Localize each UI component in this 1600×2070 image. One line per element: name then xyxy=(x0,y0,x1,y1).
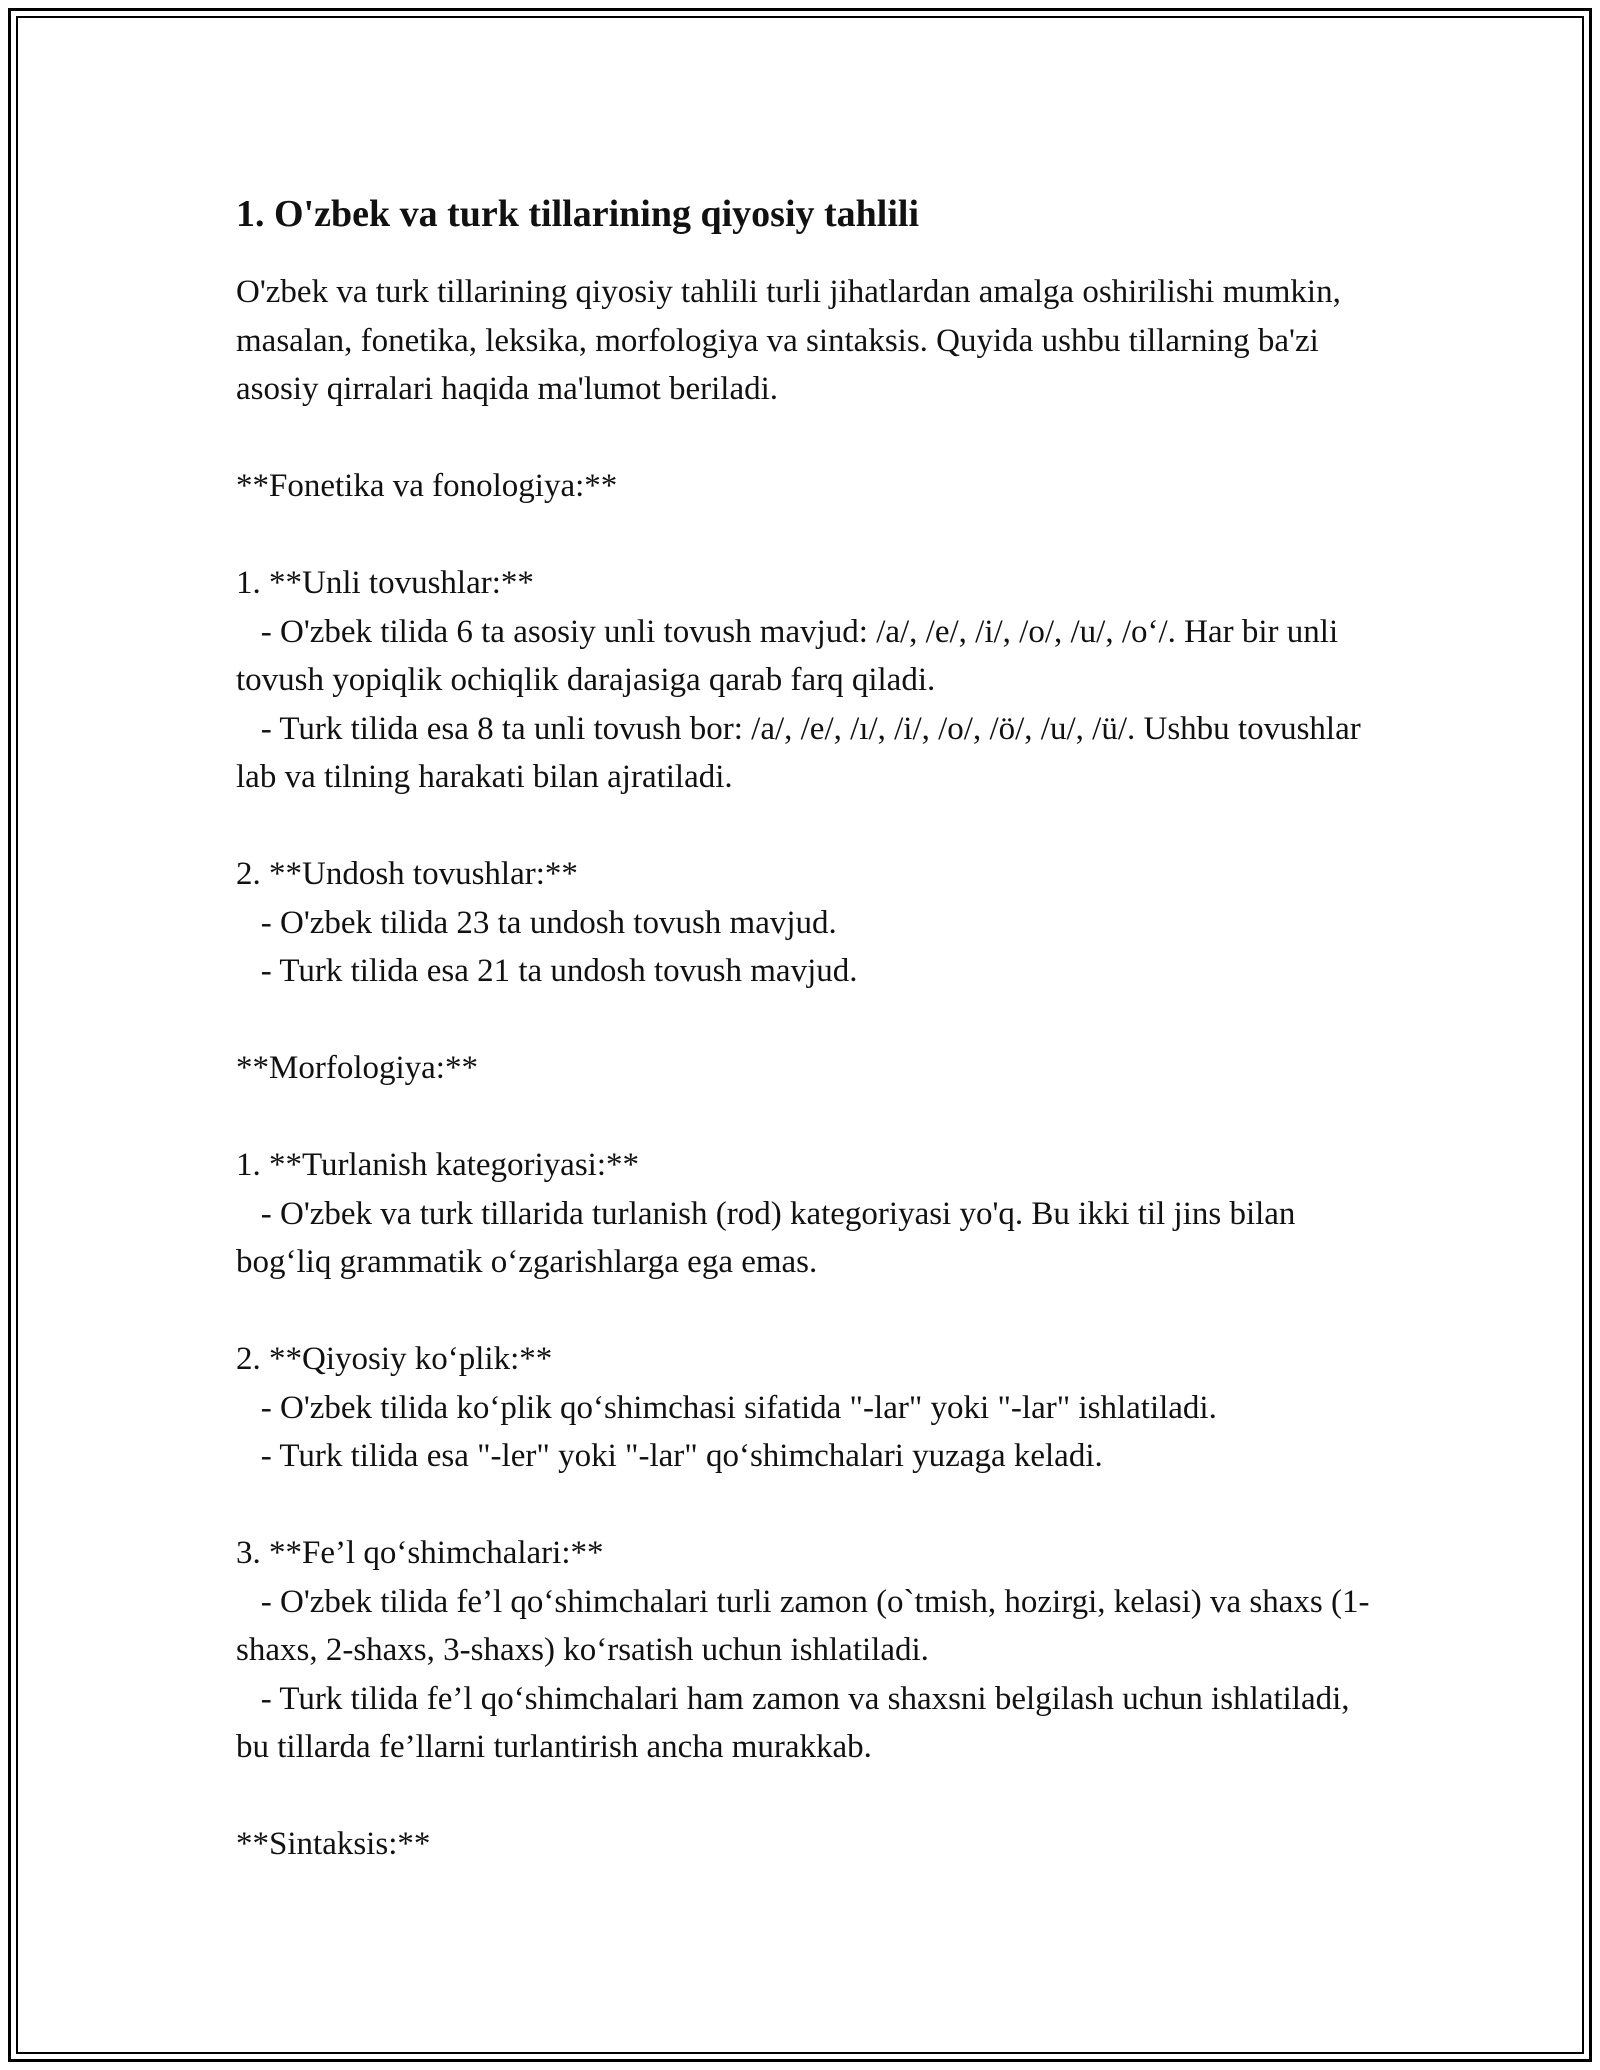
bullet-koplik-uz: - O'zbek tilida ko‘plik qo‘shimchasi sifatida "-lar" yoki "-lar" ishlatiladi. xyxy=(236,1389,1217,1426)
subheading-turlanish: 1. **Turlanish kategoriyasi:** xyxy=(236,1147,640,1183)
spacer xyxy=(236,511,1386,560)
bullet-undosh-tr: - Turk tilida esa 21 ta undosh tovush mavjud. xyxy=(236,953,858,989)
document-title: 1. O'zbek va turk tillarining qiyosiy tahlili xyxy=(236,193,920,235)
spacer xyxy=(236,802,1386,851)
bullet-unli-uz: - O'zbek tilida 6 ta asosiy unli tovush mavjud: /a/, /e/, /i/, /o/, /u/, /o‘/. Har bir unli tovush yopiqlik ochiqlik darajasiga qarab farq qiladi. xyxy=(236,613,1347,698)
list-item-koplik xyxy=(236,1335,1386,1481)
intro-paragraph: O'zbek va turk tillarining qiyosiy tahlili turli jihatlardan amalga oshirilishi mumkin, masalan, fonetika, leksika, morfologiya va sintaksis. Quyida ushbu tillarning ba'zi asosiy qirralari haqida ma'lumot beriladi. xyxy=(236,274,1350,407)
section-heading-sintaksis: **Sintaksis:** xyxy=(236,1826,431,1862)
document-body xyxy=(236,190,1386,1869)
bullet-koplik-tr: - Turk tilida esa "-ler" yoki "-lar" qo‘shimchalari yuzaga keladi. xyxy=(236,1438,1103,1474)
spacer xyxy=(236,996,1386,1045)
list-item-turlanish xyxy=(236,1141,1386,1287)
spacer xyxy=(236,1093,1386,1142)
subheading-koplik: 2. **Qiyosiy ko‘plik:** xyxy=(236,1341,553,1377)
section-heading-morfologiya: **Morfologiya:** xyxy=(236,1050,478,1086)
bullet-unli-tr: - Turk tilida esa 8 ta unli tovush bor: /a/, /e/, /ı/, /i/, /o/, /ö/, /u/, /ü/. Ushbu tovushlar lab va tilning harakati bilan ajratiladi. xyxy=(236,710,1369,795)
bullet-fel-tr: - Turk tilida fe’l qo‘shimchalari ham zamon va shaxsni belgilash uchun ishlatiladi, bu tillarda fe’llarni turlantirish ancha murakkab. xyxy=(236,1680,1358,1765)
subheading-fel: 3. **Fe’l qo‘shimchalari:** xyxy=(236,1535,604,1571)
spacer xyxy=(236,1481,1386,1530)
bullet-fel-uz: - O'zbek tilida fe’l qo‘shimchalari turli zamon (o`tmish, hozirgi, kelasi) va shaxs (1-shaxs, 2-shaxs, 3-shaxs) ko‘rsatish uchun ishlatiladi. xyxy=(236,1583,1370,1668)
subheading-unli: 1. **Unli tovushlar:** xyxy=(236,565,534,601)
spacer xyxy=(236,1772,1386,1821)
subheading-undosh: 2. **Undosh tovushlar:** xyxy=(236,856,578,892)
bullet-turlanish-uz: - O'zbek va turk tillarida turlanish (rod) kategoriyasi yo'q. Bu ikki til jins bilan bog‘liq grammatik o‘zgarishlarga ega emas. xyxy=(236,1195,1304,1280)
spacer xyxy=(236,1287,1386,1336)
list-item-undosh xyxy=(236,850,1386,996)
bullet-undosh-uz: - O'zbek tilida 23 ta undosh tovush mavjud. xyxy=(236,904,837,941)
list-item-fel xyxy=(236,1529,1386,1772)
list-item-unli xyxy=(236,559,1386,802)
spacer xyxy=(236,414,1386,463)
section-heading-fonetika: **Fonetika va fonologiya:** xyxy=(236,468,618,504)
